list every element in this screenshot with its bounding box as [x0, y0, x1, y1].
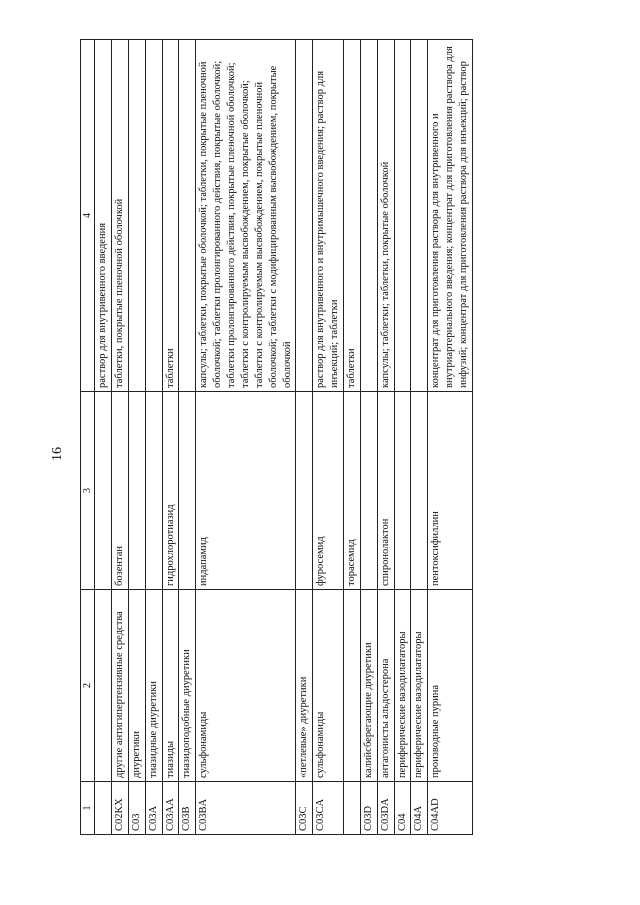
drug-name: бозентан — [112, 392, 129, 590]
drug-name — [179, 392, 196, 590]
atc-code — [95, 782, 112, 835]
dosage-form: капсулы; таблетки; таблетки, покрытые оболочкой — [377, 40, 394, 392]
group-name: тиазиды — [162, 590, 179, 782]
page-number: 16 — [50, 447, 65, 461]
column-number: 4 — [81, 40, 95, 392]
table-row — [343, 40, 360, 835]
atc-code — [343, 782, 360, 835]
drug-name — [128, 392, 145, 590]
table-row — [377, 40, 394, 835]
group-name: тиазидные диуретики — [145, 590, 162, 782]
group-name: диуретики — [128, 590, 145, 782]
atc-code: C03 — [128, 782, 145, 835]
group-name: «петлевые» диуретики — [296, 590, 313, 782]
table-row — [360, 40, 377, 835]
table-row — [145, 40, 162, 835]
table-row — [179, 40, 196, 835]
dosage-form: раствор для внутривенного введения — [95, 40, 112, 392]
drug-name: торасемид — [343, 392, 360, 590]
dosage-form: таблетки — [162, 40, 179, 392]
column-number: 1 — [81, 782, 95, 835]
drug-name: пентоксифиллин — [428, 392, 473, 590]
atc-code: C03D — [360, 782, 377, 835]
drug-name — [394, 392, 411, 590]
table-row — [428, 40, 473, 835]
dosage-form — [179, 40, 196, 392]
column-number-row — [81, 40, 95, 835]
drug-name: гидрохлоротиазид — [162, 392, 179, 590]
drug-name — [95, 392, 112, 590]
atc-code: C04 — [394, 782, 411, 835]
dosage-form — [360, 40, 377, 392]
drug-name: спиронолактон — [377, 392, 394, 590]
atc-code: C04AD — [428, 782, 473, 835]
dosage-form: таблетки, покрытые пленочной оболочкой — [112, 40, 129, 392]
group-name — [95, 590, 112, 782]
table-row — [128, 40, 145, 835]
dosage-form — [411, 40, 428, 392]
table-row — [162, 40, 179, 835]
table-row — [313, 40, 344, 835]
dosage-form: раствор для внутривенного и внутримышечного введения; раствор для инъекций; таблетки — [313, 40, 344, 392]
atc-code: C03C — [296, 782, 313, 835]
group-name: другие антигипертензивные средства — [112, 590, 129, 782]
atc-code: C04A — [411, 782, 428, 835]
table-row — [95, 40, 112, 835]
atc-code: C03B — [179, 782, 196, 835]
table-row — [196, 40, 296, 835]
dosage-form: таблетки — [343, 40, 360, 392]
dosage-form — [128, 40, 145, 392]
drug-name — [296, 392, 313, 590]
table-row — [296, 40, 313, 835]
atc-code: C03CA — [313, 782, 344, 835]
group-name — [343, 590, 360, 782]
group-name: сульфонамиды — [196, 590, 296, 782]
atc-code: C03DA — [377, 782, 394, 835]
atc-code: C03A — [145, 782, 162, 835]
column-number: 2 — [81, 590, 95, 782]
drug-name: индапамид — [196, 392, 296, 590]
table-row — [394, 40, 411, 835]
drug-table — [80, 39, 473, 835]
group-name: периферические вазодилататоры — [411, 590, 428, 782]
group-name: сульфонамиды — [313, 590, 344, 782]
dosage-form — [394, 40, 411, 392]
drug-name — [411, 392, 428, 590]
group-name: тиазидоподобные диуретики — [179, 590, 196, 782]
column-number: 3 — [81, 392, 95, 590]
group-name: антагонисты альдостерона — [377, 590, 394, 782]
dosage-form: концентрат для приготовления раствора для внутривенного и внутриартериального введения; концентрат для приготовления раствора для инфузий; концентрат для приготовления раствора для инъекций; раствор — [428, 40, 473, 392]
drug-name — [360, 392, 377, 590]
group-name: производные пурина — [428, 590, 473, 782]
drug-name: фуросемид — [313, 392, 344, 590]
dosage-form: капсулы; таблетки, покрытые оболочкой; таблетки, покрытые пленочной оболочкой; таблетки пролонгированного действия, покрытые оболочкой; таблетки пролонгированного действия, покрытые пленочной оболочкой; таблетки с контролируемым высвобождением, покрытые оболочкой; таблетки с контролируемым высвобождением, покрытые пленочной оболочкой; таблетки с модифицированным высвобождением, покрытые оболочкой — [196, 40, 296, 392]
group-name: периферические вазодилататоры — [394, 590, 411, 782]
dosage-form — [296, 40, 313, 392]
atc-code: C03BA — [196, 782, 296, 835]
atc-code: C03AA — [162, 782, 179, 835]
table-row — [411, 40, 428, 835]
group-name: калийсберегающие диуретики — [360, 590, 377, 782]
dosage-form — [145, 40, 162, 392]
table-row — [112, 40, 129, 835]
atc-code: C02KX — [112, 782, 129, 835]
drug-name — [145, 392, 162, 590]
